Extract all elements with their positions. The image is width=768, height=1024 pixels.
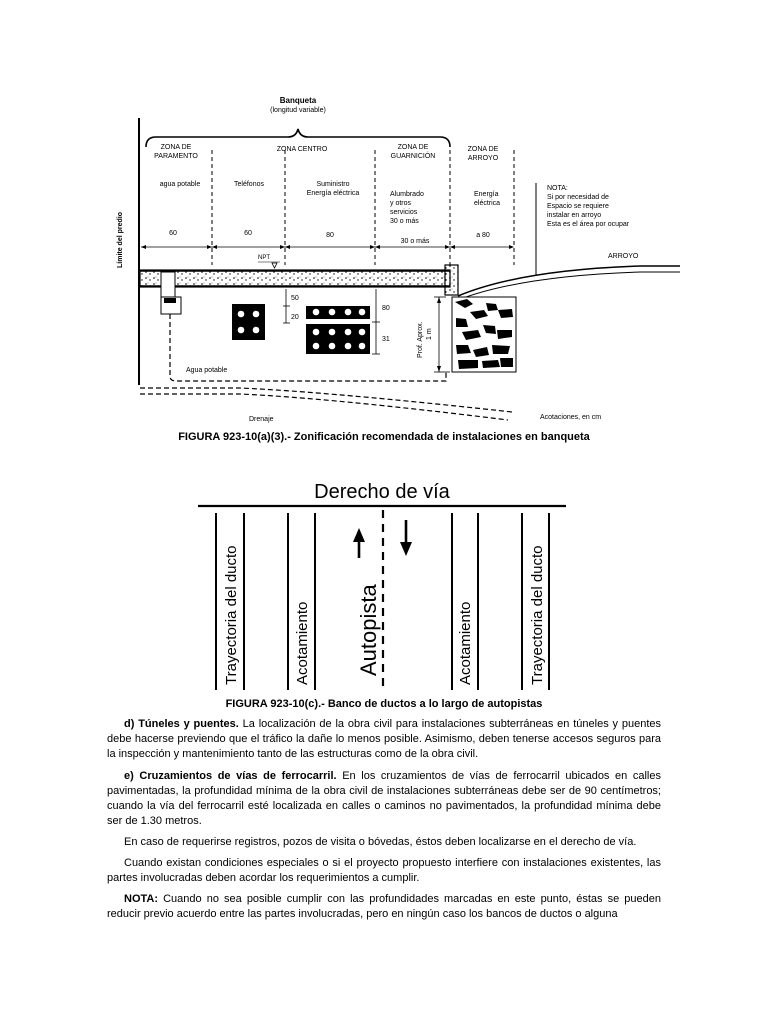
telefonos-duct-bank	[232, 304, 265, 340]
prof-1m-label: 1 m	[426, 328, 433, 340]
paragraph-ferrocarril	[107, 769, 661, 829]
heading-ferrocarril: e) Cruzamientos de vías de ferrocarril.	[124, 770, 337, 782]
heading-nota: NOTA:	[124, 893, 159, 905]
zoning-diagram	[0, 0, 768, 430]
zone-centro: ZONA CENTRO	[276, 146, 328, 153]
figure2-caption: FIGURA 923-10(c).- Banco de ductos a lo largo de autopistas	[225, 698, 543, 710]
zone-arroyo-l1: ZONA DE	[467, 146, 499, 153]
body-tuneles: La localización de la obra civil para instalaciones subterráneas en túneles y puentes debe hacerse previendo que el tráfico la dañe lo menos posible. Asimismo, deben tenerse accesos seguros para la inspección y mantenimiento tanto de las estructuras como de la obra civil.	[107, 718, 662, 760]
highway-diagram	[0, 470, 768, 695]
dim-30-mas: 30 o más	[400, 238, 430, 245]
npt-marker	[272, 263, 277, 268]
nota-l1: NOTA:	[547, 185, 568, 192]
derecho-de-via-title: Derecho de vía	[314, 481, 450, 503]
limite-predio-label: Límite del predio	[117, 211, 124, 268]
body-condiciones: Cuando existan condiciones especiales o si el proyecto propuesto interfiere con instalaciones existentes, las partes involucradas deben acordar los requerimientos a cumplir.	[107, 857, 661, 884]
banqueta-subtitle: (longitud variable)	[270, 107, 326, 114]
zone-separators	[212, 150, 514, 265]
service-suministro-l1: Suministro	[316, 181, 350, 188]
road-surface-2	[458, 272, 680, 300]
service-alumbrado-l2: y otros	[390, 200, 412, 207]
zone-paramento-l1: ZONA DE	[160, 144, 192, 151]
valve-top	[164, 298, 176, 303]
dim-60-a: 60	[169, 230, 177, 237]
npt-label: NPT	[258, 255, 270, 261]
service-suministro-l2: Energía eléctrica	[306, 190, 360, 197]
autopista-label: Autopista	[356, 584, 381, 676]
agua-potable-label: Agua potable	[186, 367, 228, 374]
vdim-31: 31	[382, 336, 390, 343]
service-alumbrado-l3: servicios	[390, 209, 418, 216]
vdim-50: 50	[291, 295, 299, 302]
vdim-20: 20	[291, 314, 299, 321]
zone-paramento-l2: PARAMENTO	[154, 153, 198, 160]
depth-arrow-top	[437, 297, 441, 303]
paragraph-nota	[107, 892, 661, 922]
trayectoria-left: Trayectoria del ducto	[223, 545, 240, 685]
body-nota: Cuando no sea posible cumplir con las profundidades marcadas en este punto, éstas se pueden reducir previo acuerdo entre las partes involucradas, pero en ningún caso los bancos de ductos o alguna	[107, 893, 661, 920]
zone-guarnicion-l2: GUARNICIÓN	[390, 153, 436, 160]
service-energia-l1: Energía	[474, 191, 499, 198]
acotamiento-right: Acotamiento	[457, 601, 474, 685]
dim-80: 80	[326, 232, 334, 239]
drenaje-line-2	[140, 394, 508, 420]
service-alumbrado-l4: 30 o más	[390, 218, 419, 225]
acotamiento-left: Acotamiento	[294, 601, 311, 685]
arroyo-label: ARROYO	[608, 253, 639, 260]
body-ferrocarril: En los cruzamientos de vías de ferrocarril ubicados en calles pavimentadas, la profundidad mínima de la obra civil de instalaciones subterráneas debe ser de 90 centímetros; cuando la vía del ferrocarril esté localizada en calles o caminos no pavimentados, la profundidad mínima debe ser de 1.30 metros.	[107, 770, 661, 827]
acotaciones-label: Acotaciones, en cm	[540, 414, 602, 421]
depth-arrow-bottom	[437, 366, 441, 372]
service-alumbrado-l1: Alumbrado	[390, 191, 424, 198]
nota-l3: Espacio se requiere	[547, 203, 609, 210]
drenaje-label: Drenaje	[249, 416, 274, 423]
sidewalk-slab	[140, 270, 450, 287]
curb	[445, 265, 458, 295]
figure1-caption: FIGURA 923-10(a)(3).- Zonificación recomendada de instalaciones en banqueta	[178, 431, 590, 443]
paragraph-tuneles	[107, 717, 661, 762]
service-energia-l2: eléctrica	[474, 200, 501, 207]
trayectoria-right: Trayectoria del ducto	[529, 545, 546, 685]
nota-l4: instalar en arroyo	[547, 212, 602, 219]
service-agua: agua potable	[159, 181, 201, 188]
vdim-80: 80	[382, 305, 390, 312]
service-telefonos: Teléfonos	[234, 181, 264, 188]
nota-l5: Esta es el área por ocupar	[547, 221, 630, 228]
paragraph-registros	[107, 835, 661, 850]
paragraph-condiciones	[107, 856, 661, 886]
zone-arroyo-l2: ARROYO	[467, 155, 499, 162]
prof-aprox-label: Prof. Aprox.	[417, 321, 424, 358]
agua-potable-box	[161, 272, 175, 297]
heading-tuneles: d) Túneles y puentes.	[124, 718, 239, 730]
zone-guarnicion-l1: ZONA DE	[397, 144, 429, 151]
dim-60-b: 60	[244, 230, 252, 237]
banqueta-title: Banqueta	[279, 96, 317, 105]
nota-l2: Si por necesidad de	[547, 194, 609, 201]
body-registros: En caso de requerirse registros, pozos de visita o bóvedas, éstos deben localizarse en el derecho de vía.	[124, 836, 637, 848]
energia-duct-bank-bottom	[306, 324, 370, 354]
road-surface	[458, 266, 680, 296]
dim-a80: a 80	[476, 232, 490, 239]
